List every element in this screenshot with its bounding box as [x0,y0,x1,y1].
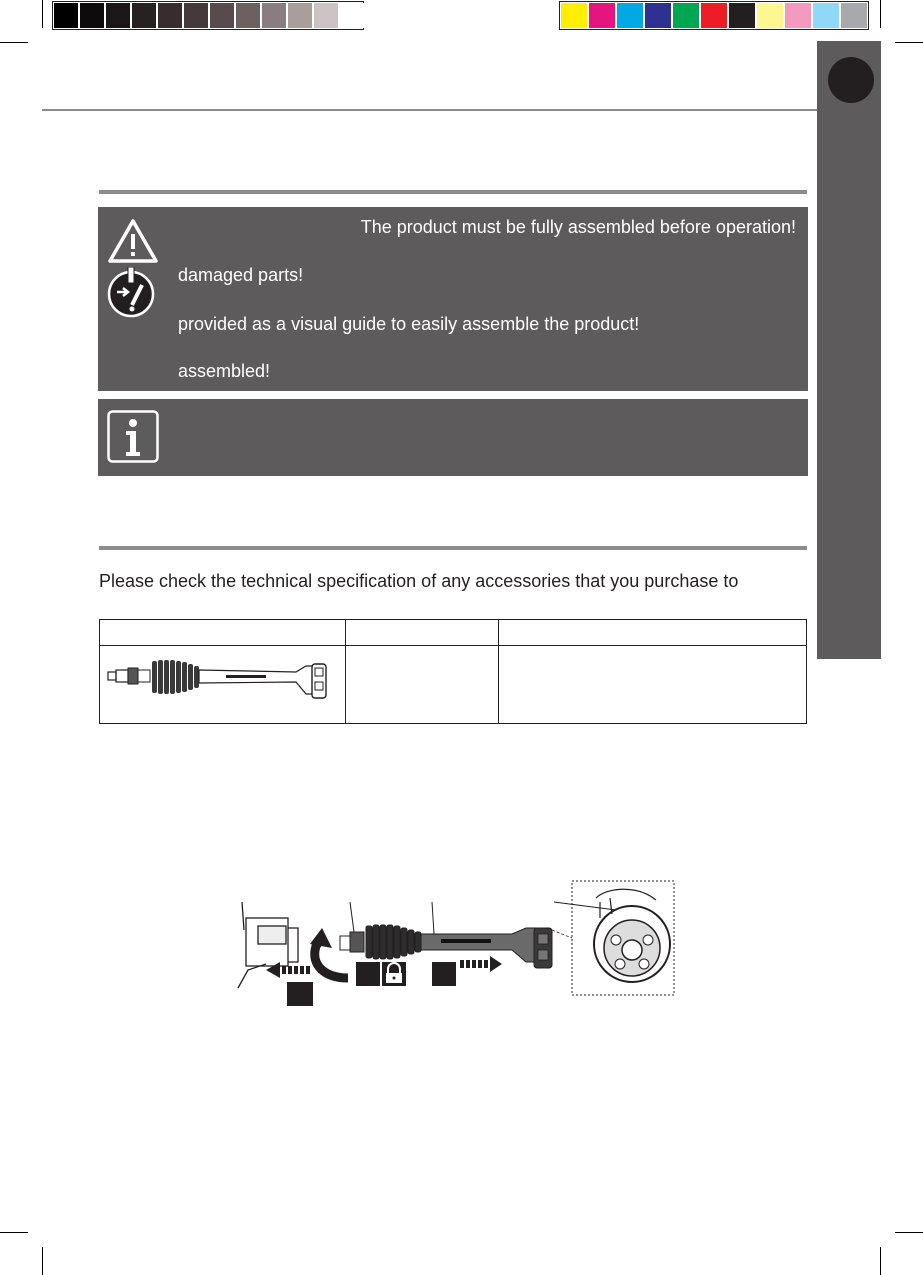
color-swatch [210,3,234,28]
color-swatch [645,3,671,28]
color-swatch [617,3,643,28]
color-swatch [785,3,811,28]
nozzle-detail-callout [552,881,674,995]
header-rule [42,109,817,111]
table-row [100,646,807,724]
spray-gun-outline [238,902,298,988]
color-swatch [80,3,104,28]
unplug-power-icon [107,267,155,319]
language-indicator [828,57,874,103]
description-cell [499,646,807,724]
color-swatch [236,3,260,28]
process-color-bar [559,0,869,31]
color-swatch [184,3,208,28]
accessories-table [99,619,807,724]
warning-box [98,207,808,391]
accessories-intro: Please check the technical specification of any accessories that you purchase to [99,571,739,591]
color-swatch [813,3,839,28]
assembly-illustration [236,878,678,1006]
padlock-icon [382,962,406,986]
warning-line-2: damaged parts! [178,265,304,285]
color-swatch [262,3,286,28]
warning-line-3: provided as a visual guide to easily assemble the product! [178,314,640,334]
info-box [98,399,808,476]
color-swatch [841,3,867,28]
info-icon [107,410,159,463]
color-swatch [561,3,587,28]
header-cell-description [499,620,807,646]
color-swatch [314,3,338,28]
gray-color-bar [52,0,364,31]
color-swatch [340,3,364,28]
color-swatch [158,3,182,28]
color-swatch [54,3,78,28]
header-cell-model [346,620,499,646]
color-swatch [701,3,727,28]
warning-line-1: The product must be fully assembled before operation! [360,217,796,237]
lance-illustration [106,652,336,710]
section-rule-assembly [99,190,807,194]
step-marker-3 [432,962,456,986]
header-cell-picture [100,620,346,646]
section-rule-accessories [99,546,807,550]
warning-line-4: assembled! [178,361,271,381]
lance-connector [340,902,421,959]
warning-triangle-icon [107,218,159,264]
model-cell [346,646,499,724]
color-swatch [132,3,156,28]
color-swatch [288,3,312,28]
color-swatch [673,3,699,28]
side-tab [817,41,881,659]
color-swatch [106,3,130,28]
lance-picture-cell [100,646,346,724]
color-swatch [589,3,615,28]
push-arrow-right [460,956,502,972]
step-marker-1 [287,982,313,1006]
table-header-row [100,620,807,646]
color-swatch [757,3,783,28]
step-marker-2 [356,962,380,986]
lance-tube [421,902,552,968]
color-swatch [729,3,755,28]
